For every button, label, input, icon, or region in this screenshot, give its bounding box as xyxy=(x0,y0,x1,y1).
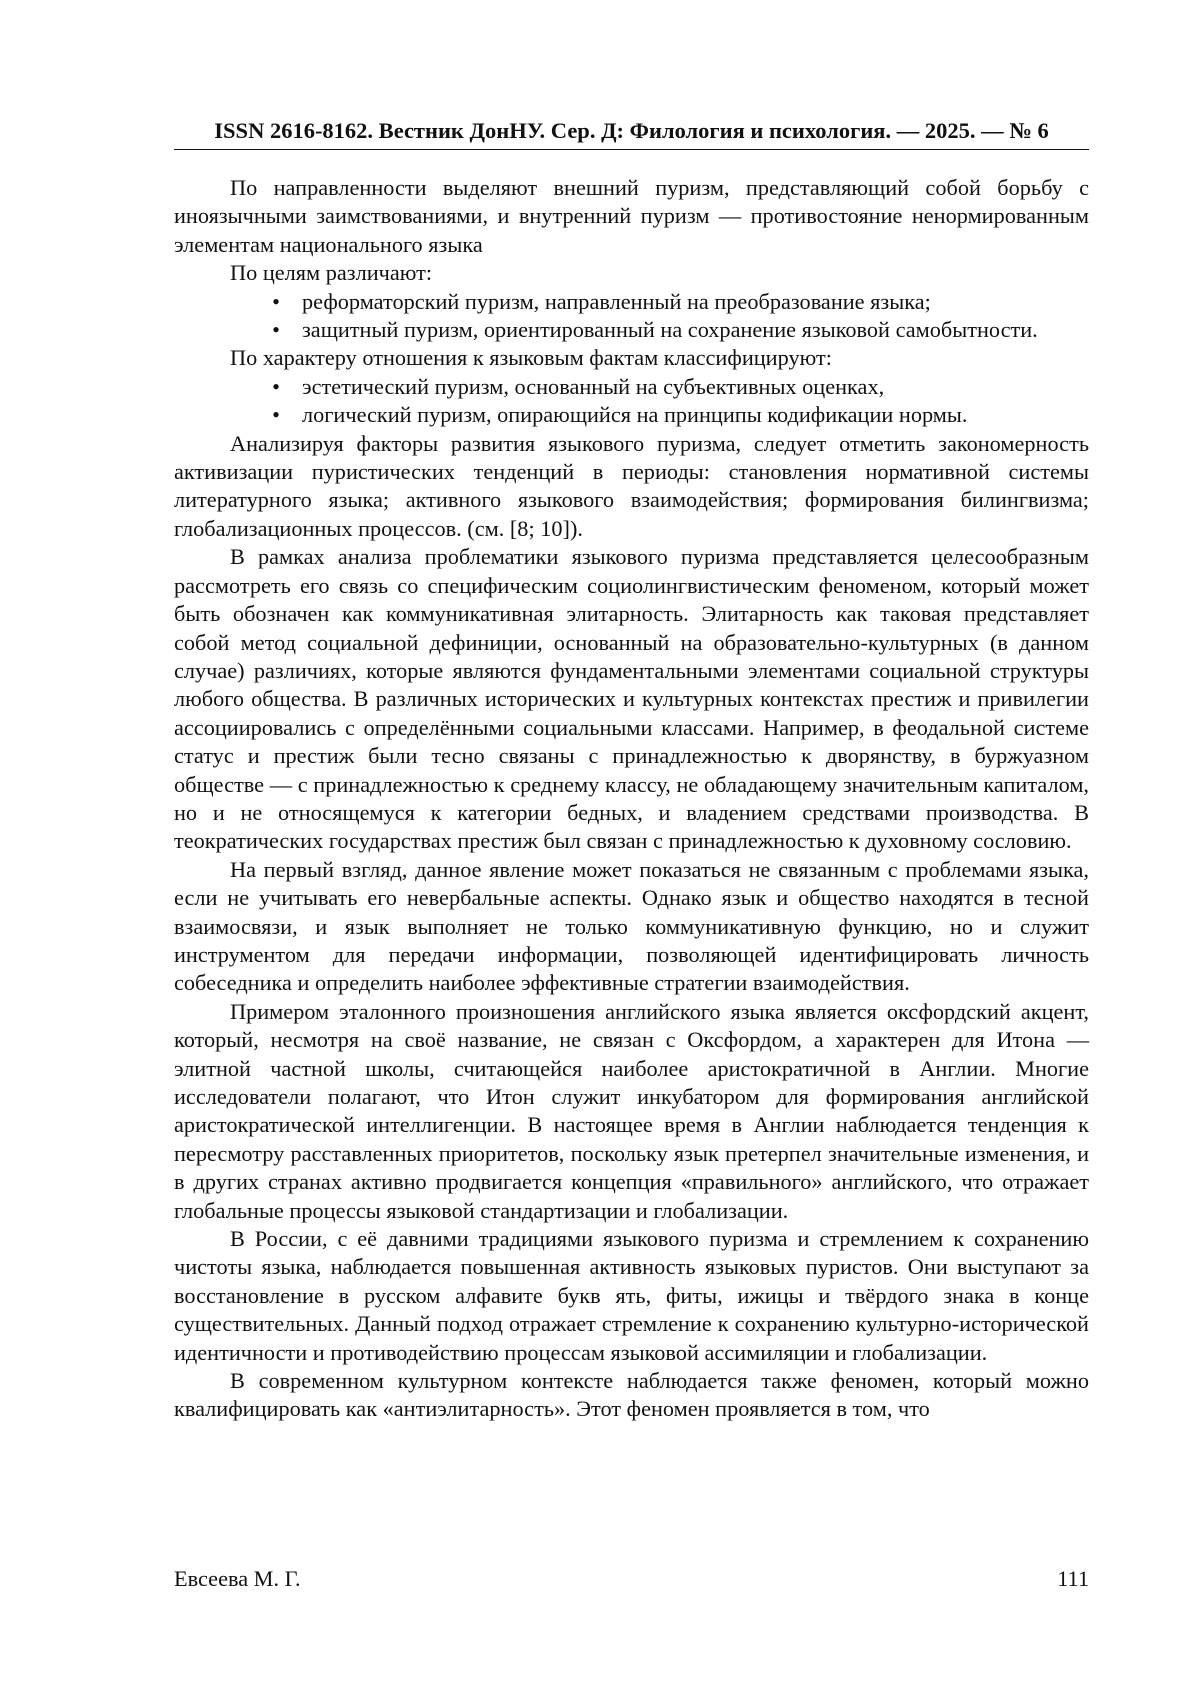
paragraph-factors: Анализируя факторы развития языкового пуризма, следует отметить закономерность активизации пуристических тенденций в периоды: становления нормативной системы литературного языка; активного языкового взаимодействия; формирования билингвизма; глобализационных процессов. (см. [8; 10]). xyxy=(174,430,1089,541)
list-item xyxy=(272,401,1089,429)
list-item xyxy=(272,316,1089,344)
page-number: 111 xyxy=(1057,1566,1089,1591)
paragraph-by-goals: По целям различают: xyxy=(230,260,433,286)
list-item-text: реформаторский пуризм, направленный на преобразование языка; xyxy=(302,288,931,314)
footer-author: Евсеева М. Г. xyxy=(174,1566,301,1591)
list-item-text: эстетический пуризм, основанный на субъективных оценках, xyxy=(302,373,885,399)
list-item-text: логический пуризм, опирающийся на принципы кодификации нормы. xyxy=(302,402,968,428)
bullet-icon: • xyxy=(272,288,280,314)
running-header: ISSN 2616-8162. Вестник ДонНУ. Сер. Д: Филология и психология. — 2025. — № 6 xyxy=(174,117,1089,150)
paragraph-elitism: В рамках анализа проблематики языкового пуризма представляется целесообразным рассмотреть его связь со специфическим социолингвистическим феноменом, который может быть обозначен как коммуникативная элитарность. Элитарность как таковая представляет собой метод социальной дефиниции, основанный на образовательно-культурных (в данном случае) различиях, которые являются фундаментальными элементами социальной структуры любого общества. В различных исторических и культурных контекстах престиж и привилегии ассоциировались с определёнными социальными классами. Например, в феодальной системе статус и престиж были тесно связаны с принадлежностью к дворянству, в буржуазном обществе — с принадлежностью к среднему классу, не обладающему значительным капиталом, но и не относящемуся к категории бедных, и владением средствами производства. В теократических государствах престиж был связан с принадлежностью к духовному сословию. xyxy=(174,544,1089,854)
paragraph-first-glance: На первый взгляд, данное явление может показаться не связанным с проблемами языка, если не учитывать его невербальные аспекты. Однако язык и общество находятся в тесной взаимосвязи, и язык выполняет не только коммуникативную функцию, но и служит инструментом для передачи информации, позволяющей идентифицировать личность собеседника и определить наиболее эффективные стратегии взаимодействия. xyxy=(174,856,1089,996)
list-item xyxy=(272,373,1089,401)
bullet-icon: • xyxy=(272,317,280,343)
bullet-icon: • xyxy=(272,373,280,399)
paragraph-oxford-accent: Примером эталонного произношения английского языка является оксфордский акцент, который, несмотря на своё название, не связан с Оксфордом, а характерен для Итона — элитной частной школы, считающейся наиболее аристократичной в Англии. Многие исследователи полагают, что Итон служит инкубатором для формирования английской аристократической интеллигенции. В настоящее время в Англии наблюдается тенденция к пересмотру расставленных приоритетов, поскольку язык претерпел значительные изменения, и в других странах активно продвигается концепция «правильного» английского, что отражает глобальные процессы языковой стандартизации и глобализации. xyxy=(174,998,1089,1223)
list-item-text: защитный пуризм, ориентированный на сохранение языковой самобытности. xyxy=(302,317,1038,343)
list-attitude xyxy=(174,373,1089,430)
paragraph-anti-elitism: В современном культурном контексте наблюдается также феномен, который можно квалифицировать как «антиэлитарность». Этот феномен проявляется в том, что xyxy=(174,1368,1089,1422)
paragraph-by-attitude: По характеру отношения к языковым фактам классифицируют: xyxy=(230,345,832,371)
article-body xyxy=(174,174,1089,1424)
paragraph-russia: В России, с её давними традициями языкового пуризма и стремлением к сохранению чистоты языка, наблюдается повышенная активность языковых пуристов. Они выступают за восстановление в русском алфавите букв ять, фиты, ижицы и твёрдого знака в конце существительных. Данный подход отражает стремление к сохранению культурно-исторической идентичности и противодействию процессам языковой ассимиляции и глобализации. xyxy=(174,1226,1089,1365)
bullet-icon: • xyxy=(272,402,280,428)
paragraph-purism-direction: По направленности выделяют внешний пуризм, представляющий собой борьбу с иноязычными заимствованиями, и внутренний пуризм — противостояние ненормированным элементам национального языка xyxy=(174,175,1089,257)
list-goals xyxy=(174,288,1089,345)
list-item xyxy=(272,288,1089,316)
